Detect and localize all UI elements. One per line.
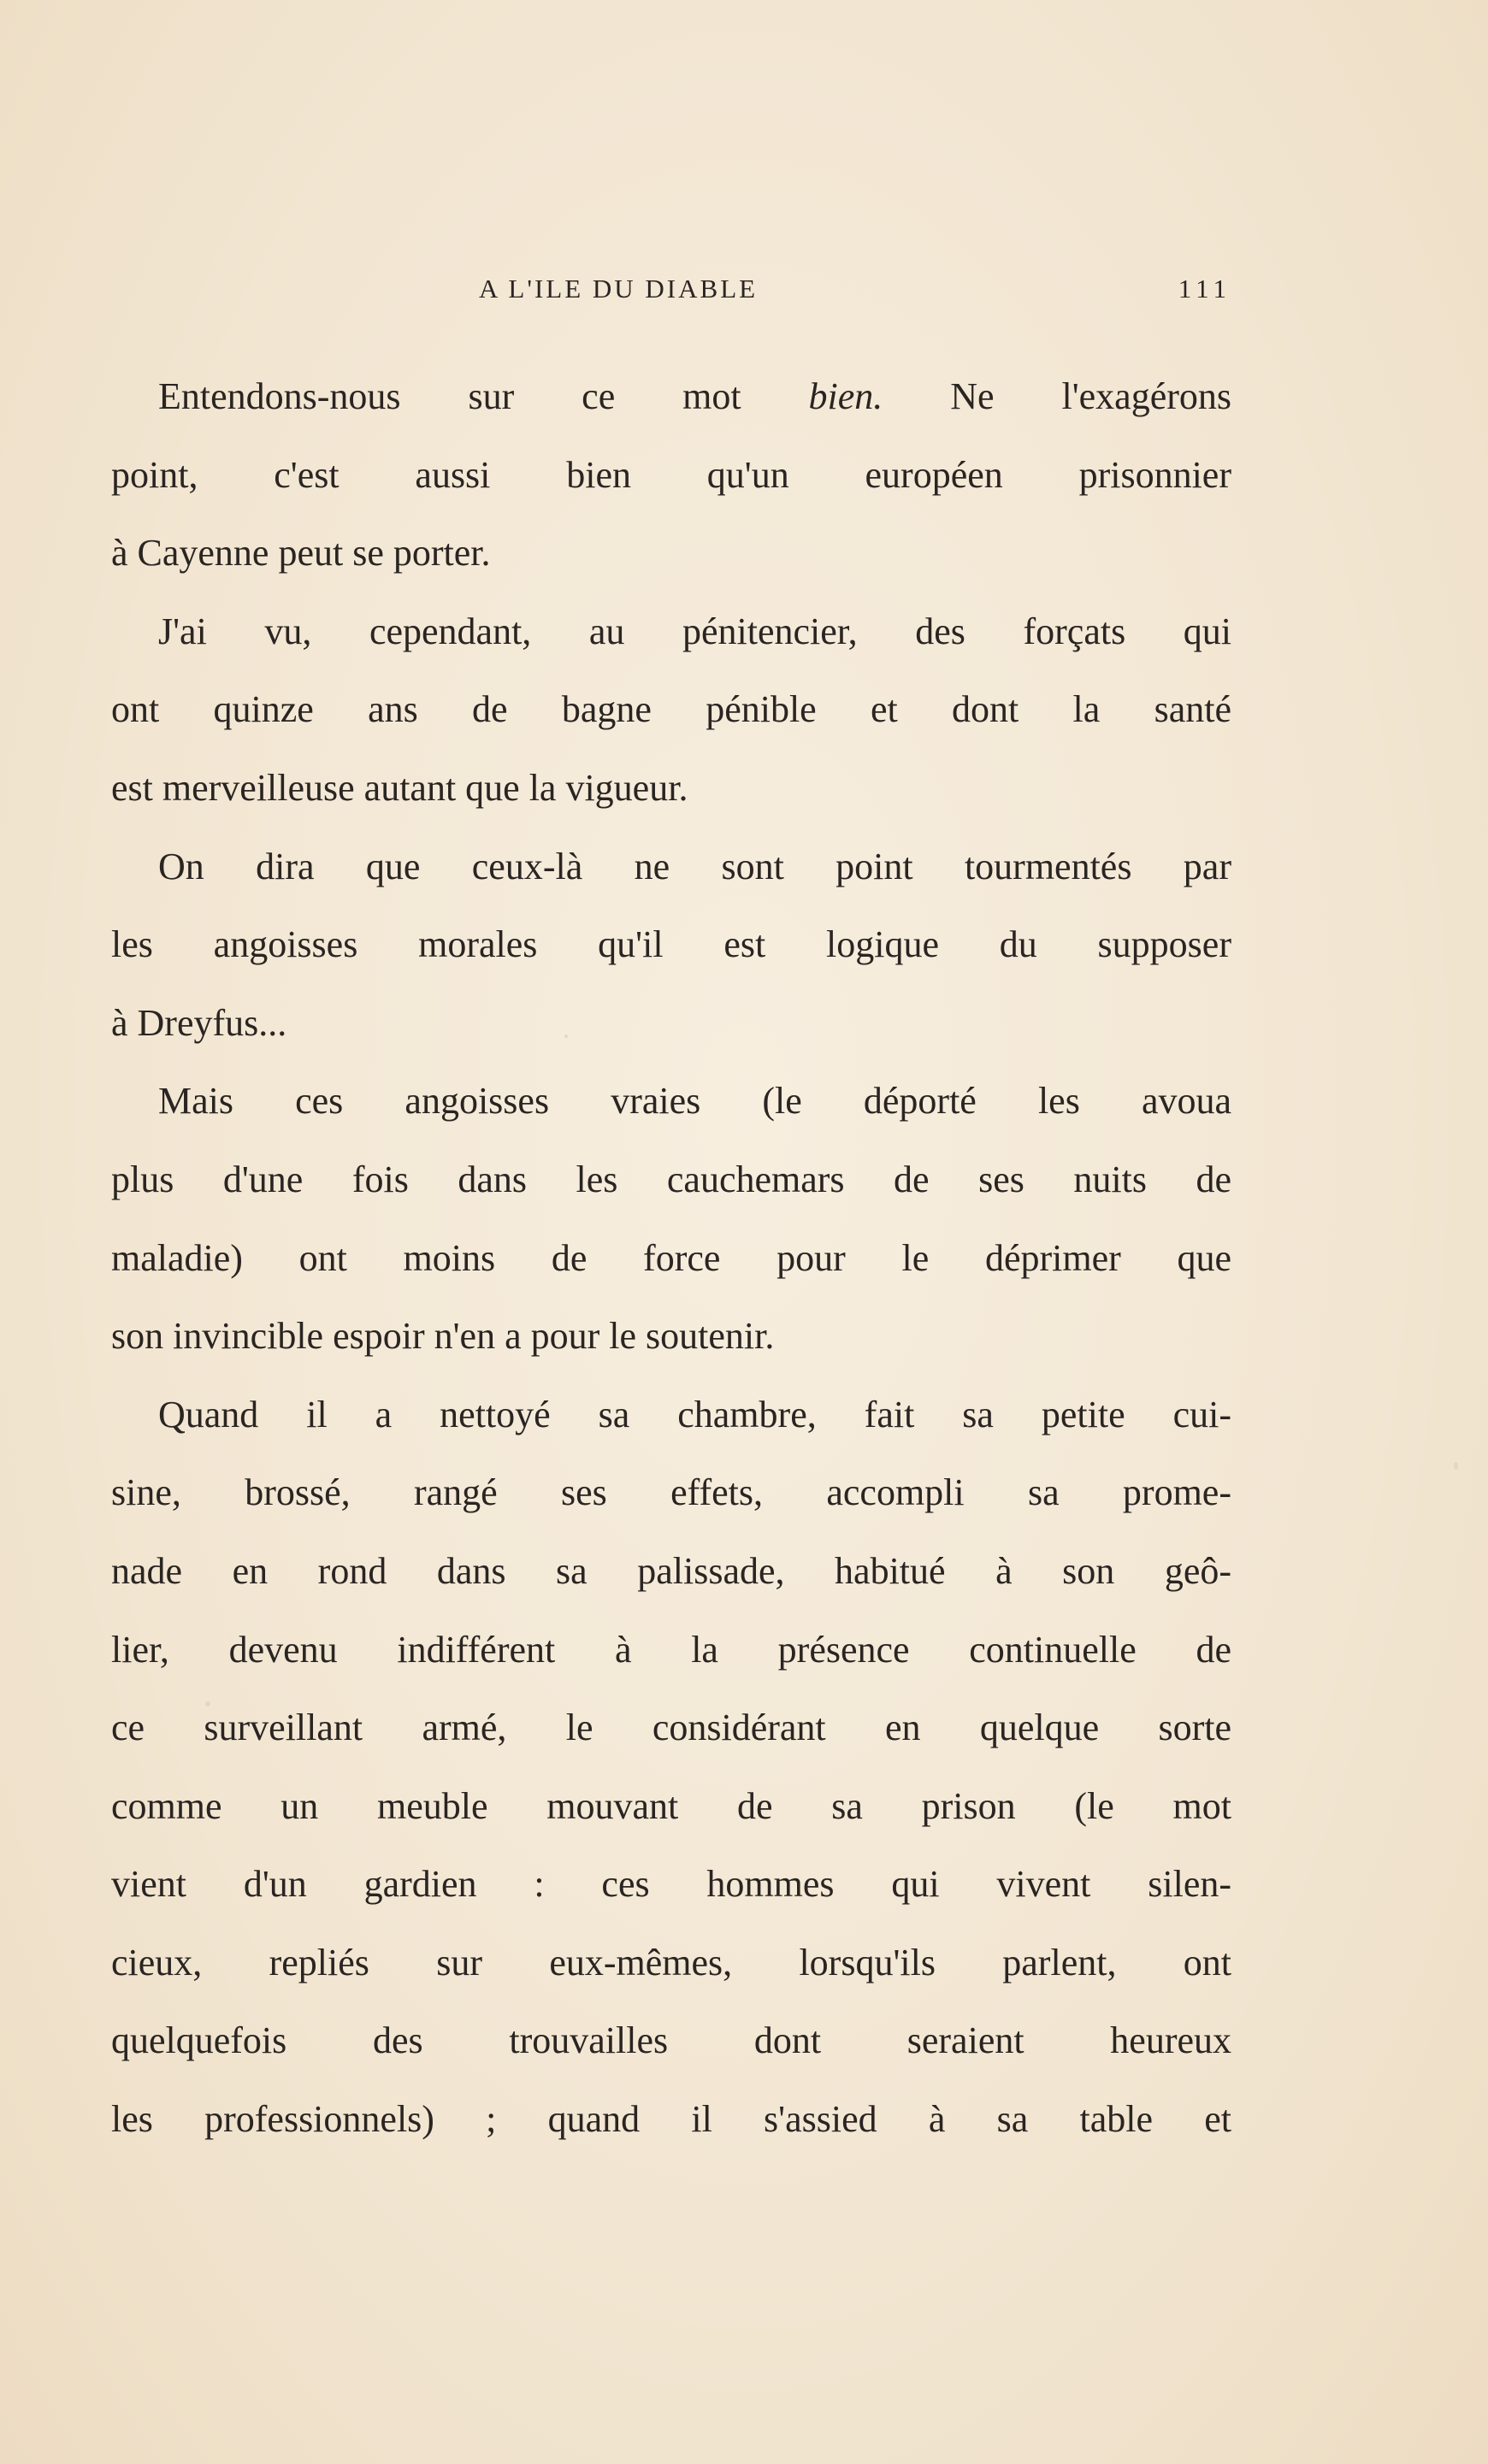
running-title: A L'ILE DU DIABLE (479, 274, 759, 304)
text-line: vient d'un gardien : ces hommes qui vivent silen- (111, 1863, 1231, 1906)
text-line: les angoisses morales qu'il est logique du supposer (111, 923, 1231, 966)
text-run: Ne l'exagérons (883, 375, 1231, 417)
italic-word: bien. (808, 375, 883, 417)
text-line: plus d'une fois dans les cauchemars de ses nuits de (111, 1158, 1231, 1200)
text-line: comme un meuble mouvant de sa prison (le mot (111, 1784, 1231, 1827)
text-line: Quand il a nettoyé sa chambre, fait sa petite cui- (158, 1393, 1231, 1435)
text-line: maladie) ont moins de force pour le déprimer que (111, 1236, 1231, 1279)
body-text (111, 357, 1231, 2159)
text-line: nade en rond dans sa palissade, habitué à son geô- (111, 1549, 1231, 1592)
text-line: ce surveillant armé, le considérant en quelque sorte (111, 1707, 1231, 1749)
text-line (111, 357, 1231, 436)
text-line: est merveilleuse autant que la vigueur. (111, 766, 688, 809)
page-number: 111 (1178, 274, 1231, 304)
text-line: son invincible espoir n'en a pour le soutenir. (111, 1315, 775, 1358)
text-line: quelquefois des trouvailles dont seraient heureux (111, 2019, 1231, 2062)
text-line: ont quinze ans de bagne pénible et dont la santé (111, 688, 1231, 731)
running-head (111, 267, 1231, 309)
paper-speck (1454, 1462, 1458, 1470)
text-line: cieux, repliés sur eux-mêmes, lorsqu'ils parlent, ont (111, 1941, 1231, 1984)
text-line: Mais ces angoisses vraies (le déporté les avoua (158, 1080, 1231, 1123)
text-run: Entendons-nous sur ce mot (158, 375, 809, 417)
text-line: à Cayenne peut se porter. (111, 532, 491, 575)
text-line: sine, brossé, rangé ses effets, accompli sa prome- (111, 1471, 1231, 1514)
text-line: On dira que ceux-là ne sont point tourmentés par (158, 845, 1231, 887)
text-line: à Dreyfus... (111, 1001, 287, 1044)
text-line: J'ai vu, cependant, au pénitencier, des forçats qui (158, 610, 1231, 652)
text-line: les professionnels) ; quand il s'assied à sa table et (111, 2098, 1231, 2141)
text-line: lier, devenu indifférent à la présence continuelle de (111, 1628, 1231, 1671)
text-line: point, c'est aussi bien qu'un européen prisonnier (111, 453, 1231, 496)
